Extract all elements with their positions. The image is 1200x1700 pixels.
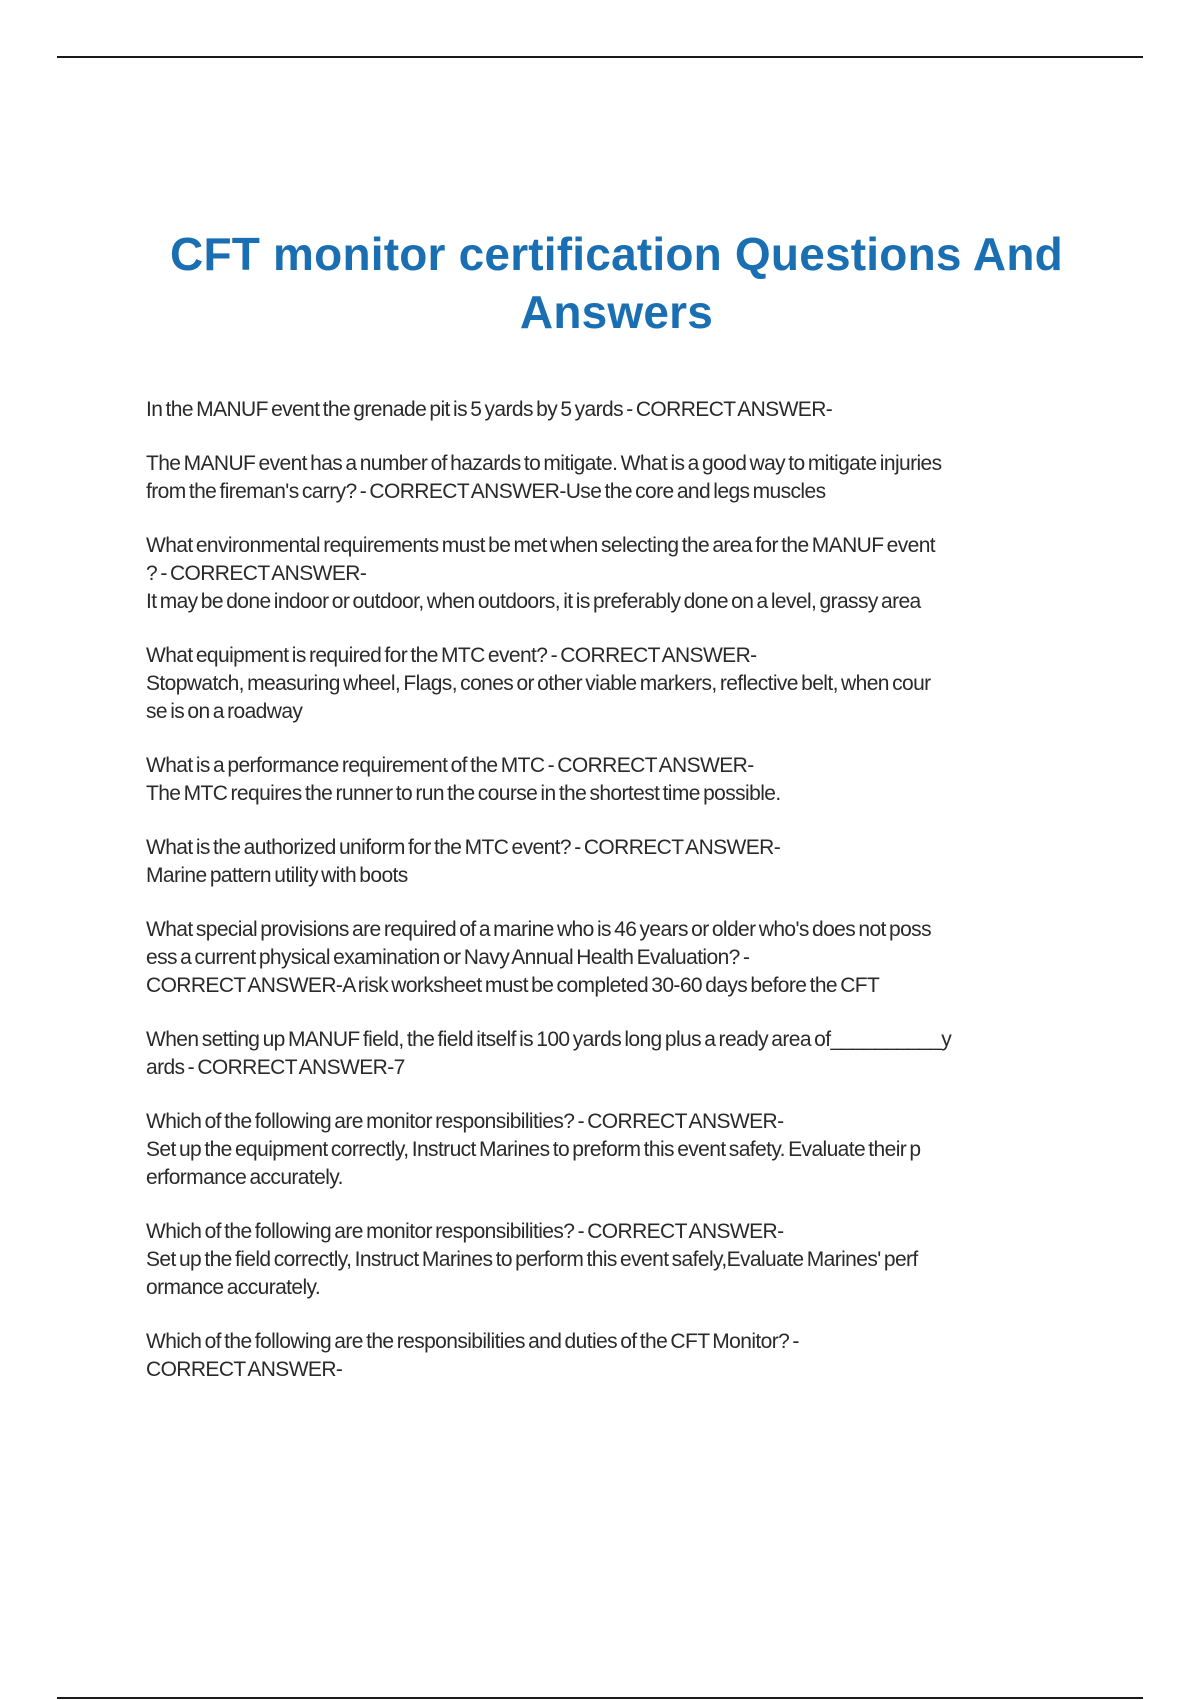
qa-line: CORRECT ANSWER-A risk worksheet must be completed 30-60 days before the CFT	[146, 974, 880, 997]
qa-line: Marine pattern utility with boots	[146, 864, 408, 887]
qa-line: The MANUF event has a number of hazards to mitigate. What is a good way to mitigate injuries	[146, 452, 942, 475]
qa-item	[146, 834, 1096, 890]
qa-item	[146, 450, 1096, 506]
qa-line: ess a current physical examination or Navy Annual Health Evaluation? -	[146, 946, 750, 969]
qa-line: se is on a roadway	[146, 700, 303, 723]
qa-item	[146, 916, 1096, 1000]
qa-list	[146, 396, 1096, 1410]
qa-line: erformance accurately.	[146, 1166, 343, 1189]
qa-line: Which of the following are monitor responsibilities? - CORRECT ANSWER-	[146, 1220, 784, 1243]
qa-item	[146, 1328, 1096, 1384]
qa-line: Set up the equipment correctly, Instruct Marines to preform this event safety. Evaluate their p	[146, 1138, 921, 1161]
qa-line: It may be done indoor or outdoor, when outdoors, it is preferably done on a level, grassy area	[146, 590, 921, 613]
qa-line: What special provisions are required of a marine who is 46 years or older who's does not poss	[146, 918, 931, 941]
footer-rule	[57, 1697, 1143, 1699]
qa-item	[146, 642, 1096, 726]
header-rule	[57, 56, 1143, 58]
qa-item	[146, 396, 1096, 424]
qa-item	[146, 1026, 1096, 1082]
qa-line: Which of the following are the responsibilities and duties of the CFT Monitor? -	[146, 1330, 799, 1353]
qa-line: What is the authorized uniform for the MTC event? - CORRECT ANSWER-	[146, 836, 781, 859]
qa-line: ? - CORRECT ANSWER-	[146, 562, 367, 585]
qa-line: In the MANUF event the grenade pit is 5 yards by 5 yards - CORRECT ANSWER-	[146, 398, 833, 421]
qa-line: What is a performance requirement of the MTC - CORRECT ANSWER-	[146, 754, 754, 777]
qa-line: What environmental requirements must be met when selecting the area for the MANUF event	[146, 534, 936, 557]
qa-item	[146, 532, 1096, 616]
qa-line: ards - CORRECT ANSWER-7	[146, 1056, 405, 1079]
qa-line: Stopwatch, measuring wheel, Flags, cones or other viable markers, reflective belt, when cour	[146, 672, 931, 695]
document-title: CFT monitor certification Questions And Answers	[170, 228, 1063, 338]
qa-line: Set up the field correctly, Instruct Marines to perform this event safely,Evaluate Marines' perf	[146, 1248, 918, 1271]
qa-line: ormance accurately.	[146, 1276, 321, 1299]
qa-item	[146, 1108, 1096, 1192]
qa-line: Which of the following are monitor responsibilities? - CORRECT ANSWER-	[146, 1110, 784, 1133]
qa-item	[146, 752, 1096, 808]
qa-line: The MTC requires the runner to run the course in the shortest time possible.	[146, 782, 781, 805]
qa-line: from the fireman's carry? - CORRECT ANSWER-Use the core and legs muscles	[146, 480, 826, 503]
qa-line: When setting up MANUF field, the field itself is 100 yards long plus a ready area of__________y	[146, 1028, 952, 1051]
qa-item	[146, 1218, 1096, 1302]
qa-line: CORRECT ANSWER-	[146, 1358, 343, 1381]
qa-line: What equipment is required for the MTC event? - CORRECT ANSWER-	[146, 644, 757, 667]
